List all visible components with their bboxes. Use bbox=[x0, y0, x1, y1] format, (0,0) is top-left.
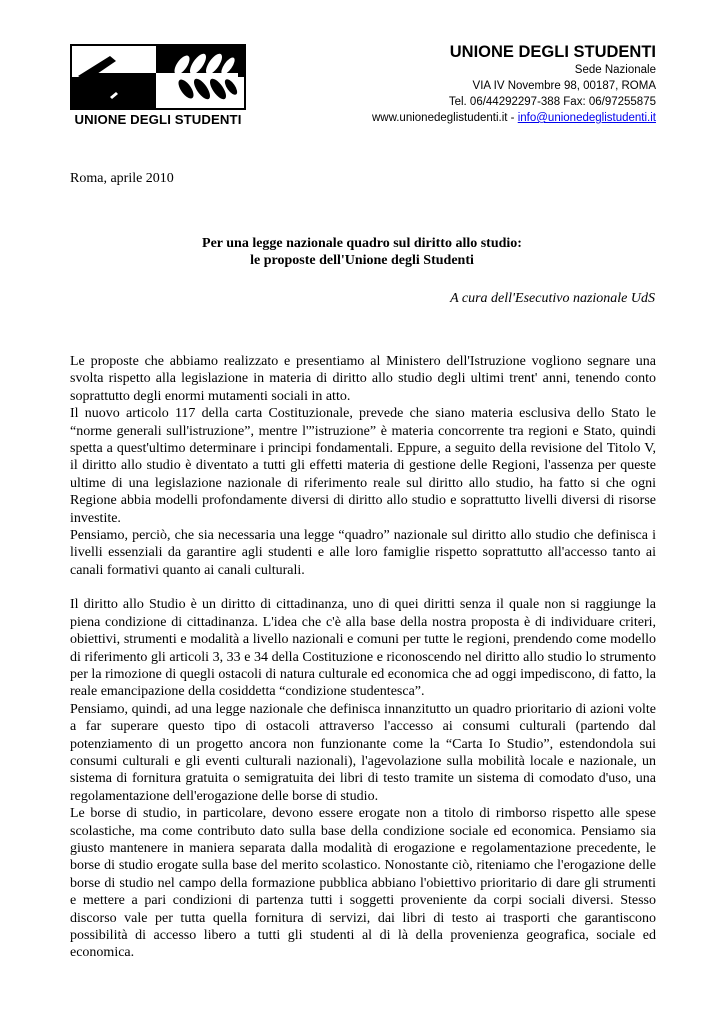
document-body bbox=[70, 353, 656, 962]
organization-logo bbox=[70, 44, 246, 130]
body-paragraph: Pensiamo, perciò, che sia necessaria una legge “quadro” nazionale sul diritto allo studio che definisca i livelli essenziali da garantire agli studenti e alle loro famiglie rispetto soprattutto all'accesso tanto ai canali formativi quanto ai canali culturali. bbox=[70, 528, 656, 578]
email-link[interactable]: info@unionedeglistudenti.it bbox=[517, 112, 656, 124]
address: VIA IV Novembre 98, 00187, ROMA bbox=[472, 80, 656, 92]
logo-text: UNIONE DEGLI STUDENTI bbox=[74, 112, 242, 127]
body-paragraph: Il nuovo articolo 117 della carta Costituzionale, prevede che siano materia esclusiva dello Stato le “norme generali sull'istruzione”, mentre l'”istruzione” è materia concorrente tra regioni e Stato, quindi spetta a quest'ultimo determinare i principi fondamentali. Eppure, a seguito della revisione del Titolo V, il diritto allo studio è diventato a tutti gli effetti materia di gestione delle Regioni, l'assenza per queste ultime di una legislazione nazionale di riferimento reale sul diritto allo studio, ha fatto si che ogni Regione abbia modelli profondamente diversi di diritto allo studio e soprattutto livelli diversi di risorse investite. bbox=[70, 406, 656, 526]
contact-line bbox=[372, 110, 656, 126]
paragraph-spacer bbox=[70, 579, 656, 596]
org-name: UNIONE DEGLI STUDENTI bbox=[449, 43, 656, 61]
document-curator: A cura dell'Esecutivo nazionale UdS bbox=[450, 291, 655, 306]
arrow-branch-logo-icon bbox=[70, 44, 246, 110]
letterhead bbox=[372, 42, 656, 126]
document-title-line1: Per una legge nazionale quadro sul diritto allo studio: bbox=[202, 236, 522, 251]
document-title-line2: le proposte dell'Unione degli Studenti bbox=[250, 253, 474, 268]
website-text: www.unionedeglistudenti.it bbox=[371, 112, 508, 124]
contact-separator: - bbox=[507, 112, 518, 124]
body-paragraph: Le borse di studio, in particolare, devono essere erogate non a titolo di rimborso rispetto alle spese scolastiche, ma come contributo dato sulla base della condizione sociale ed economica. Pensiamo sia giusto mantenere in maniera separata dalla modalità di erogazione e regolamentazione precedente, le borse di studio erogate sulla base del merito scolastico. Nonostante ciò, riteniamo che l'erogazione delle borse di studio nel campo della formazione pubblica abbiano l'obiettivo prioritario di dare gli strumenti e mettere a pari condizioni di partenza tutti i soggetti proveniente da corpi sociali diversi. Stesso discorso vale per tutta quella fornitura di servizi, dai libri di testo ai trasporti che garantiscono possibilità di accesso libero a tutti gli studenti al di là della provenienza geografica, sociale ed economica. bbox=[70, 806, 656, 961]
phone-fax: Tel. 06/44292297-388 Fax: 06/97255875 bbox=[448, 96, 656, 108]
document-date: Roma, aprile 2010 bbox=[70, 171, 174, 186]
body-paragraph: Le proposte che abbiamo realizzato e presentiamo al Ministero dell'Istruzione vogliono segnare una svolta rispetto alla legislazione in materia di diritto allo studio degli ultimi trent' anni, tenendo conto soprattutto degli enormi mutamenti sociali in atto. bbox=[70, 354, 656, 404]
office-label: Sede Nazionale bbox=[574, 64, 656, 76]
body-paragraph: Pensiamo, quindi, ad una legge nazionale che definisca innanzitutto un quadro prioritario di azioni volte a far superare questo tipo di ostacoli attraverso l'accesso ai consumi culturali (partendo dal potenziamento di un progetto ancora non funzionante come la “Carta Io Studio”, estendondola sui consumi culturali e gli eventi culturali nazionali), l'agevolazione sulla mobilità locale e nazionale, un sistema di fornitura gratuita o semigratuita dei libri di testo tramite un sistema di comodato d'uso, una regolamentazione dell'erogazione delle borse di studio. bbox=[70, 701, 656, 804]
body-paragraph: Il diritto allo Studio è un diritto di cittadinanza, uno di quei diritti senza il quale non si raggiunge la piena condizione di cittadinanza. L'idea che c'è alla base della nostra proposta è di individuare criteri, obiettivi, strumenti e modalità a livello nazionali e comuni per tutte le regioni, prendendo come modello di riferimento gli articoli 3, 33 e 34 della Costituzione e riconoscendo nel diritto allo studio lo strumento per la rimozione di quegli ostacoli di natura culturale ed economica che ad oggi impediscono, di fatto, la reale emancipazione della cosiddetta “condizione studentesca”. bbox=[70, 597, 656, 700]
